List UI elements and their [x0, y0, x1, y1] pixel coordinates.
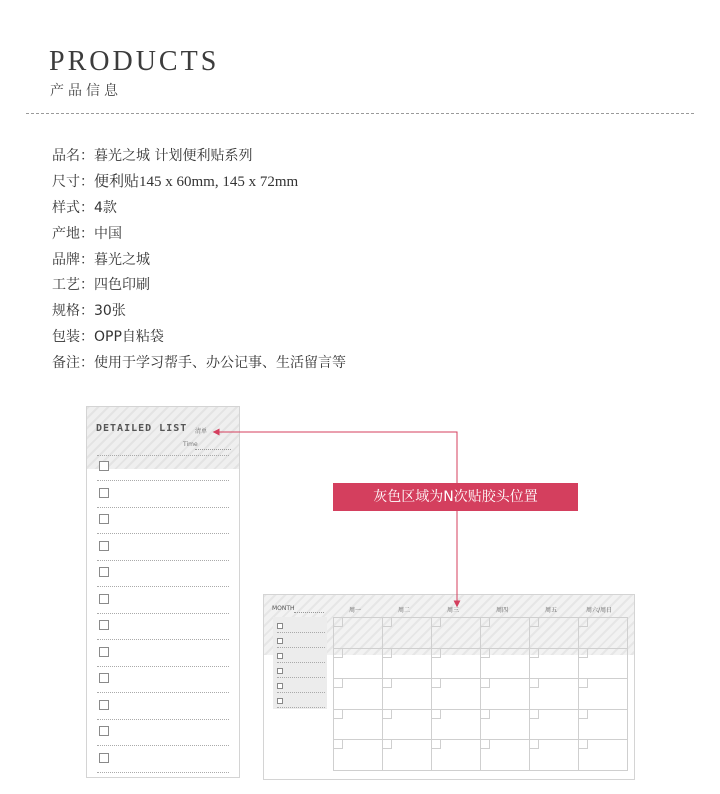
calendar-cell	[578, 648, 628, 680]
calendar-cell	[480, 709, 530, 741]
spec-label: 尺寸：	[52, 173, 94, 190]
spec-value: 4款	[94, 199, 117, 216]
todo-panel	[273, 617, 327, 709]
calendar-cell	[382, 709, 432, 741]
date-corner	[334, 649, 343, 658]
date-corner	[334, 710, 343, 719]
date-corner	[481, 618, 490, 627]
arrow-to-list	[214, 432, 457, 483]
date-corner	[383, 710, 392, 719]
calendar-cell	[578, 617, 628, 649]
detailed-list-subtitle: 清单	[195, 428, 208, 435]
todo-line	[277, 662, 325, 663]
todo-line	[277, 707, 325, 708]
todo-line	[277, 692, 325, 693]
spec-value: 便利贴145 x 60mm, 145 x 72mm	[94, 173, 299, 190]
date-corner	[579, 710, 588, 719]
date-corner	[432, 679, 441, 688]
date-corner	[481, 710, 490, 719]
checklist-row	[97, 641, 229, 667]
calendar-cell	[480, 739, 530, 771]
date-corner	[334, 618, 343, 627]
spec-value: 中国	[94, 225, 122, 242]
date-corner	[579, 679, 588, 688]
date-corner	[579, 649, 588, 658]
spec-label: 备注：	[52, 355, 94, 372]
calendar-cell	[431, 709, 481, 741]
checklist-row	[97, 508, 229, 534]
spec-label: 品名：	[52, 148, 94, 164]
checkbox-icon	[99, 461, 109, 471]
detailed-list-title: DETAILED LIST	[96, 423, 188, 434]
spec-item-quantity	[52, 301, 346, 327]
date-corner	[383, 740, 392, 749]
date-corner	[530, 740, 539, 749]
todo-line	[277, 632, 325, 633]
date-corner	[579, 618, 588, 627]
checkbox-icon	[277, 683, 283, 689]
date-corner	[432, 618, 441, 627]
checklist-row	[97, 747, 229, 773]
checkbox-icon	[277, 638, 283, 644]
spec-list	[52, 146, 346, 379]
calendar-cell	[333, 648, 383, 680]
checklist-row	[97, 588, 229, 614]
checkbox-icon	[99, 541, 109, 551]
date-corner	[432, 710, 441, 719]
calendar-cell	[333, 617, 383, 649]
checklist-row	[97, 535, 229, 561]
date-corner	[530, 618, 539, 627]
spec-value: 暮光之城 计划便利贴系列	[94, 148, 253, 164]
time-label: Time	[183, 441, 198, 448]
checklist-row	[97, 561, 229, 587]
spec-value: 使用于学习帮手、办公记事、生活留言等	[94, 355, 346, 372]
spec-item-brand	[52, 250, 346, 276]
spec-label: 规格：	[52, 303, 94, 320]
checkbox-icon	[99, 567, 109, 577]
spec-value: 30张	[94, 303, 126, 320]
calendar-cell	[382, 617, 432, 649]
spec-item-package	[52, 327, 346, 353]
todo-line	[277, 677, 325, 678]
calendar-cell	[480, 617, 530, 649]
calendar-cell	[529, 739, 579, 771]
date-corner	[432, 649, 441, 658]
calendar-cell	[529, 709, 579, 741]
checkbox-icon	[99, 647, 109, 657]
checkbox-icon	[277, 653, 283, 659]
weekly-planner-note	[263, 594, 635, 780]
calendar-cell	[431, 617, 481, 649]
date-corner	[481, 679, 490, 688]
date-corner	[481, 649, 490, 658]
spec-item-note	[52, 353, 346, 379]
calendar-cell	[529, 617, 579, 649]
checklist-row	[97, 482, 229, 508]
spec-value: 暮光之城	[94, 251, 150, 268]
checkbox-icon	[99, 514, 109, 524]
checklist-row	[97, 455, 229, 481]
spec-item-size	[52, 172, 346, 198]
page-subtitle: 产品信息	[50, 83, 122, 99]
calendar-cell	[333, 678, 383, 710]
checkbox-icon	[277, 698, 283, 704]
calendar-cell	[578, 739, 628, 771]
weekday-label: 周四	[496, 607, 509, 614]
calendar-cell	[431, 739, 481, 771]
calendar-cell	[333, 739, 383, 771]
todo-line	[277, 647, 325, 648]
page-title: PRODUCTS	[49, 46, 220, 77]
weekday-label: 周五	[545, 607, 558, 614]
weekday-label: 周六/周日	[586, 607, 613, 614]
date-corner	[530, 649, 539, 658]
spec-item-style	[52, 198, 346, 224]
checkbox-icon	[277, 668, 283, 674]
checklist-row	[97, 667, 229, 693]
calendar-cell	[382, 678, 432, 710]
checklist-row	[97, 614, 229, 640]
calendar-cell	[529, 648, 579, 680]
spec-item-name	[52, 146, 346, 172]
checkbox-icon	[99, 620, 109, 630]
date-corner	[530, 679, 539, 688]
date-corner	[334, 740, 343, 749]
spec-value: OPP自粘袋	[94, 329, 164, 346]
checkbox-icon	[99, 488, 109, 498]
date-corner	[432, 740, 441, 749]
row-line	[97, 772, 229, 773]
date-corner	[334, 679, 343, 688]
calendar-cell	[431, 648, 481, 680]
calendar-cell	[578, 678, 628, 710]
spec-label: 样式：	[52, 199, 94, 216]
month-label: MONTH	[272, 605, 295, 612]
spec-label: 产地：	[52, 225, 94, 242]
calendar-cell	[333, 709, 383, 741]
calendar-cell	[480, 678, 530, 710]
calendar-cell	[382, 648, 432, 680]
divider	[26, 113, 694, 114]
date-corner	[579, 740, 588, 749]
checkbox-icon	[277, 623, 283, 629]
date-corner	[383, 649, 392, 658]
checkbox-icon	[99, 594, 109, 604]
checkbox-icon	[99, 726, 109, 736]
detailed-list-note	[86, 406, 240, 778]
checklist-row	[97, 720, 229, 746]
calendar-cell	[382, 739, 432, 771]
checkbox-icon	[99, 753, 109, 763]
spec-label: 品牌：	[52, 251, 94, 268]
date-corner	[481, 740, 490, 749]
calendar-cell	[431, 678, 481, 710]
checkbox-icon	[99, 673, 109, 683]
calendar-cell	[529, 678, 579, 710]
spec-value: 四色印刷	[94, 277, 150, 294]
spec-item-craft	[52, 275, 346, 301]
time-line	[195, 449, 231, 450]
month-line	[294, 612, 324, 613]
adhesive-callout: 灰色区域为N次贴胶头位置	[333, 483, 578, 511]
date-corner	[383, 618, 392, 627]
weekday-label: 周三	[447, 607, 460, 614]
weekday-label: 周一	[349, 607, 362, 614]
weekday-label: 周二	[398, 607, 411, 614]
date-corner	[530, 710, 539, 719]
spec-label: 工艺：	[52, 277, 94, 294]
spec-label: 包装：	[52, 329, 94, 346]
spec-item-origin	[52, 224, 346, 250]
checkbox-icon	[99, 700, 109, 710]
calendar-cell	[480, 648, 530, 680]
date-corner	[383, 679, 392, 688]
checklist-row	[97, 694, 229, 720]
calendar-cell	[578, 709, 628, 741]
